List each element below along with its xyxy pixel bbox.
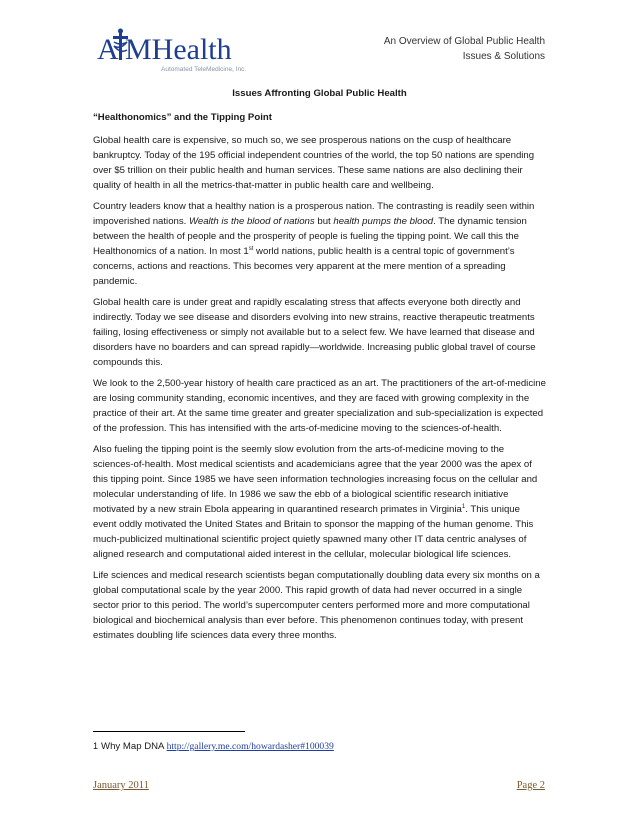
logo-subtitle: Automated TeleMedicine, Inc. bbox=[161, 66, 247, 73]
section-title: “Healthonomics” and the Tipping Point bbox=[93, 112, 272, 123]
paragraph-2 bbox=[93, 199, 546, 289]
footnote-number: 1 bbox=[93, 741, 99, 751]
paragraph-2-e: . The dynamic tension between the health of people and the prosperity of people is fueling the tipping point. We call this the Healthonomics of a nation. In most 1 bbox=[93, 216, 527, 257]
document-body bbox=[93, 86, 546, 649]
paragraph-1: Global health care is expensive, so much so, we see prosperous nations on the cusp of healthcare bankruptcy. Today of the 195 official independent countries of the world, the top 50 nations are spending over $5 trillion on their public health and human services. These same nations are also declining their quality of health in all the metrics-that-matter in public health care and wellbeing. bbox=[93, 135, 535, 191]
paragraph-3: Global health care is under great and rapidly escalating stress that affects everyone both directly and indirectly. Today we see disease and disorders evolving into new strains, reactive therapeutic treatments failing, losing effectiveness or simply not available but to a select few. We have learned that disease and disorders have no boarders and can spread rapidly—worldwide. Increasing public global travel of course compounds this. bbox=[93, 297, 536, 368]
paragraph-5 bbox=[93, 442, 546, 562]
footnote-divider bbox=[93, 731, 245, 732]
paragraph-2-f: world nations, public health is a central topic of government’s concerns, actions and reactions. This becomes very apparent at the mere mention of a spreading pandemic. bbox=[93, 246, 515, 287]
footer-date: January 2011 bbox=[93, 780, 149, 791]
paragraph-4: We look to the 2,500-year history of health care practiced as an art. The practitioners of the art-of-medicine are losing community standing, economic incentives, and they are faced with growing complexity in the practice of their art. At the same time greater and greater specialization and sub-specialization is expected of the profession. This has intensified with the arts-of-medicine moving to the sciences-of-health. bbox=[93, 378, 546, 434]
footer-page-number: Page 2 bbox=[516, 780, 545, 791]
footnote-text: Why Map DNA bbox=[101, 741, 167, 752]
paragraph-5-b: . This unique event oddly motivated the United States and Britain to sponsor the mapping of the human genome. This much-publicized multinational scientific project quietly spawned many other IT data centric analyses of aligned research and computational aided interest in the cellular, molecular biological life sciences. bbox=[93, 504, 534, 560]
superscript-st: st bbox=[248, 245, 254, 252]
header-line-1: An Overview of Global Public Health bbox=[383, 36, 545, 47]
footnote-link[interactable]: http://gallery.me.com/howardasher#100039 bbox=[166, 741, 334, 752]
paragraph-5-a: Also fueling the tipping point is the seemly slow evolution from the arts-of-medicine moving to the sciences-of-health. Most medical scientists and academicians agree that the year 2000 was the apex of this tipping point. Since 1985 we have seen information technologies increasing focus on the cellular and molecular understanding of life. In 1986 we saw the ebb of a biological scientific research initiative motivated by a new strain Ebola appearing in quarantined research primates in Virginia bbox=[93, 444, 538, 515]
footnote bbox=[93, 741, 334, 752]
header-line-2: Issues & Solutions bbox=[462, 51, 545, 62]
svg-text:A: A bbox=[97, 33, 119, 66]
paragraph-2-italic-1: Wealth is the blood of nations bbox=[189, 216, 315, 227]
paragraph-2-a: Country leaders know that a healthy nation is a prosperous nation. The contrasting is readily seen within impoverished nations. bbox=[93, 201, 535, 227]
page-header bbox=[384, 34, 545, 64]
svg-text:MHealth: MHealth bbox=[125, 33, 232, 66]
document-title: Issues Affronting Global Public Health bbox=[232, 88, 407, 99]
footnote-ref: 1 bbox=[461, 503, 466, 510]
paragraph-2-c: but bbox=[314, 216, 334, 227]
logo-icon bbox=[97, 26, 272, 66]
company-logo bbox=[97, 26, 272, 78]
paragraph-6: Life sciences and medical research scientists began computationally doubling data every six months on a global computational scale by the year 2000. This rapid growth of data had never occurred in a single sector prior to this period. The world’s supercomputer centers performed more and more computational biological and biochemical analysis than ever before. This phenomenon continues today, with present estimates doubling life sciences data every three months. bbox=[93, 570, 540, 641]
paragraph-2-italic-2: health pumps the blood bbox=[333, 216, 434, 227]
